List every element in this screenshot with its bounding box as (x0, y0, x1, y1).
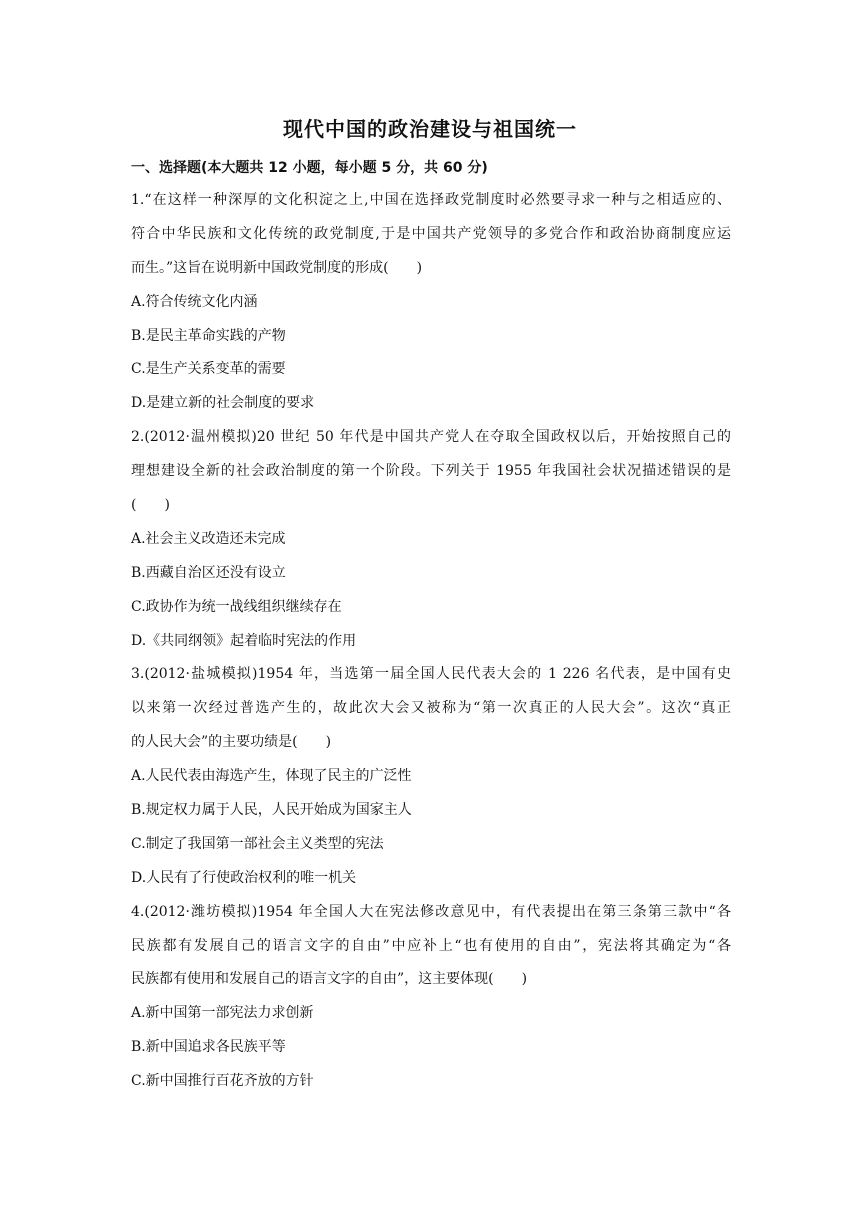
question-2-line-2: 理想建设全新的社会政治制度的第一个阶段。下列关于 1955 年我国社会状况描述错误的是 (131, 463, 731, 480)
question-1-line-1: 1.“在这样一种深厚的文化积淀之上,中国在选择政党制度时必然要寻求一种与之相适应的、 (131, 192, 731, 208)
question-3-line-2: 以来第一次经过普选产生的，故此次大会又被称为“第一次真正的人民大会”。这次“真正 (131, 700, 731, 717)
question-3-line-3: 的人民大会”的主要功绩是( ) (131, 734, 332, 751)
question-2-line-1: 2.(2012·温州模拟)20 世纪 50 年代是中国共产党人在夺取全国政权以后，开始按照自己的 (131, 429, 731, 446)
question-2 (131, 421, 731, 658)
question-4-line-3: 民族都有使用和发展自己的语言文字的自由”，这主要体现( ) (131, 971, 528, 988)
question-1-option-a: A.符合传统文化内涵 (131, 293, 258, 310)
question-1-option-d: D.是建立新的社会制度的要求 (131, 395, 315, 412)
question-1-option-b: B.是民主革命实践的产物 (131, 327, 286, 344)
question-1-line-2: 符合中华民族和文化传统的政党制度,于是中国共产党领导的多党合作和政治协商制度应运 (131, 225, 731, 242)
question-2-option-b: B.西藏自治区还没有设立 (131, 564, 286, 581)
question-3-line-1: 3.(2012·盐城模拟)1954 年，当选第一届全国人民代表大会的 1 226 名代表，是中国有史 (131, 666, 731, 683)
question-1 (131, 184, 731, 421)
question-1-line-3: 而生。”这旨在说明新中国政党制度的形成( ) (131, 259, 423, 276)
question-4-option-b: B.新中国追求各民族平等 (131, 1039, 286, 1056)
section-heading: 一、选择题(本大题共 12 小题，每小题 5 分，共 60 分) (131, 160, 488, 176)
question-2-line-3: ( ) (131, 497, 170, 514)
question-list (131, 184, 731, 1099)
question-3-option-d: D.人民有了行使政治权利的唯一机关 (131, 869, 357, 886)
question-4 (131, 896, 731, 1099)
question-2-option-c: C.政协作为统一战线组织继续存在 (131, 598, 342, 615)
question-2-option-d: D.《共同纲领》起着临时宪法的作用 (131, 632, 357, 649)
question-3 (131, 658, 731, 895)
question-3-option-c: C.制定了我国第一部社会主义类型的宪法 (131, 835, 384, 852)
question-4-option-a: A.新中国第一部宪法力求创新 (131, 1005, 314, 1022)
question-3-option-a: A.人民代表由海选产生，体现了民主的广泛性 (131, 768, 412, 785)
question-4-line-1: 4.(2012·潍坊模拟)1954 年全国人大在宪法修改意见中，有代表提出在第三条第三款中“各 (131, 903, 731, 920)
page-title: 现代中国的政治建设与祖国统一 (283, 117, 577, 141)
question-4-option-c: C.新中国推行百花齐放的方针 (131, 1073, 314, 1090)
question-4-line-2: 民族都有发展自己的语言文字的自由”中应补上“也有使用的自由”，宪法将其确定为“各 (131, 937, 731, 954)
question-3-option-b: B.规定权力属于人民，人民开始成为国家主人 (131, 802, 412, 819)
question-1-option-c: C.是生产关系变革的需要 (131, 361, 286, 378)
question-2-option-a: A.社会主义改造还未完成 (131, 530, 286, 547)
